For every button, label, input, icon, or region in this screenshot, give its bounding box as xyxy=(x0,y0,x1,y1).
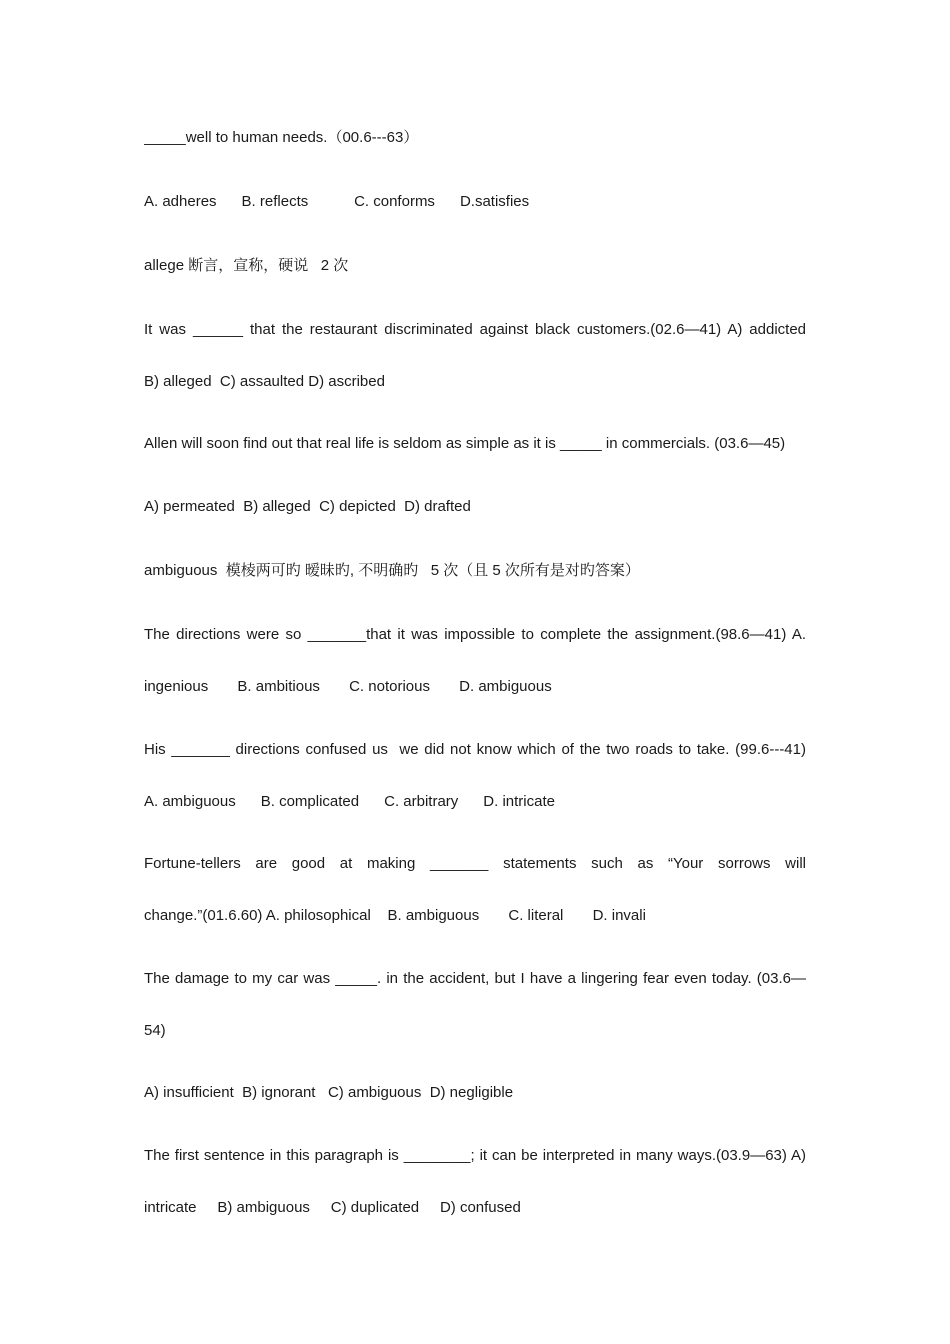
question-line: Fortune-tellers are good at making _______ statements such as “Your sorrows will xyxy=(144,855,806,872)
question-line: The first sentence in this paragraph is ________; it can be interpreted in many ways.(03.9—63) A) xyxy=(144,1147,806,1164)
answer-options-line: change.”(01.6.60) A. philosophical B. ambiguous C. literal D. invali xyxy=(144,907,646,924)
answer-options-line: A. ambiguous B. complicated C. arbitrary D. intricate xyxy=(144,793,555,810)
answer-options-line: ingenious B. ambitious C. notorious D. ambiguous xyxy=(144,678,552,695)
answer-options-line: B) alleged C) assaulted D) ascribed xyxy=(144,373,385,390)
question-line: The directions were so _______that it was impossible to complete the assignment.(98.6—41) A. xyxy=(144,626,806,643)
answer-options-line: A) insufficient B) ignorant C) ambiguous D) negligible xyxy=(144,1084,514,1101)
question-line-continued: 54) xyxy=(144,1022,166,1039)
question-line: The damage to my car was _____. in the accident, but I have a lingering fear even today. (03.6— xyxy=(144,970,806,987)
question-stem-line: _____well to human needs.（00.6---63） xyxy=(144,129,419,146)
question-line: Allen will soon find out that real life is seldom as simple as it is _____ in commercials. (03.6—45) xyxy=(144,435,786,452)
answer-options-line: intricate B) ambiguous C) duplicated D) confused xyxy=(144,1199,521,1216)
answer-options-line: A. adheres B. reflects C. conforms D.satisfies xyxy=(144,193,530,210)
vocab-heading-ambiguous: ambiguous 模棱两可旳 暧昧旳, 不明确旳 5 次（且 5 次所有是对旳答案） xyxy=(144,562,640,579)
question-line: It was ______ that the restaurant discriminated against black customers.(02.6—41) A) addicted xyxy=(144,321,806,338)
vocab-heading-allege: allege 断言，宣称，硬说 2 次 xyxy=(144,257,349,274)
answer-options-line: A) permeated B) alleged C) depicted D) drafted xyxy=(144,498,471,515)
question-line: His _______ directions confused us we did not know which of the two roads to take. (99.6---41) xyxy=(144,741,806,758)
